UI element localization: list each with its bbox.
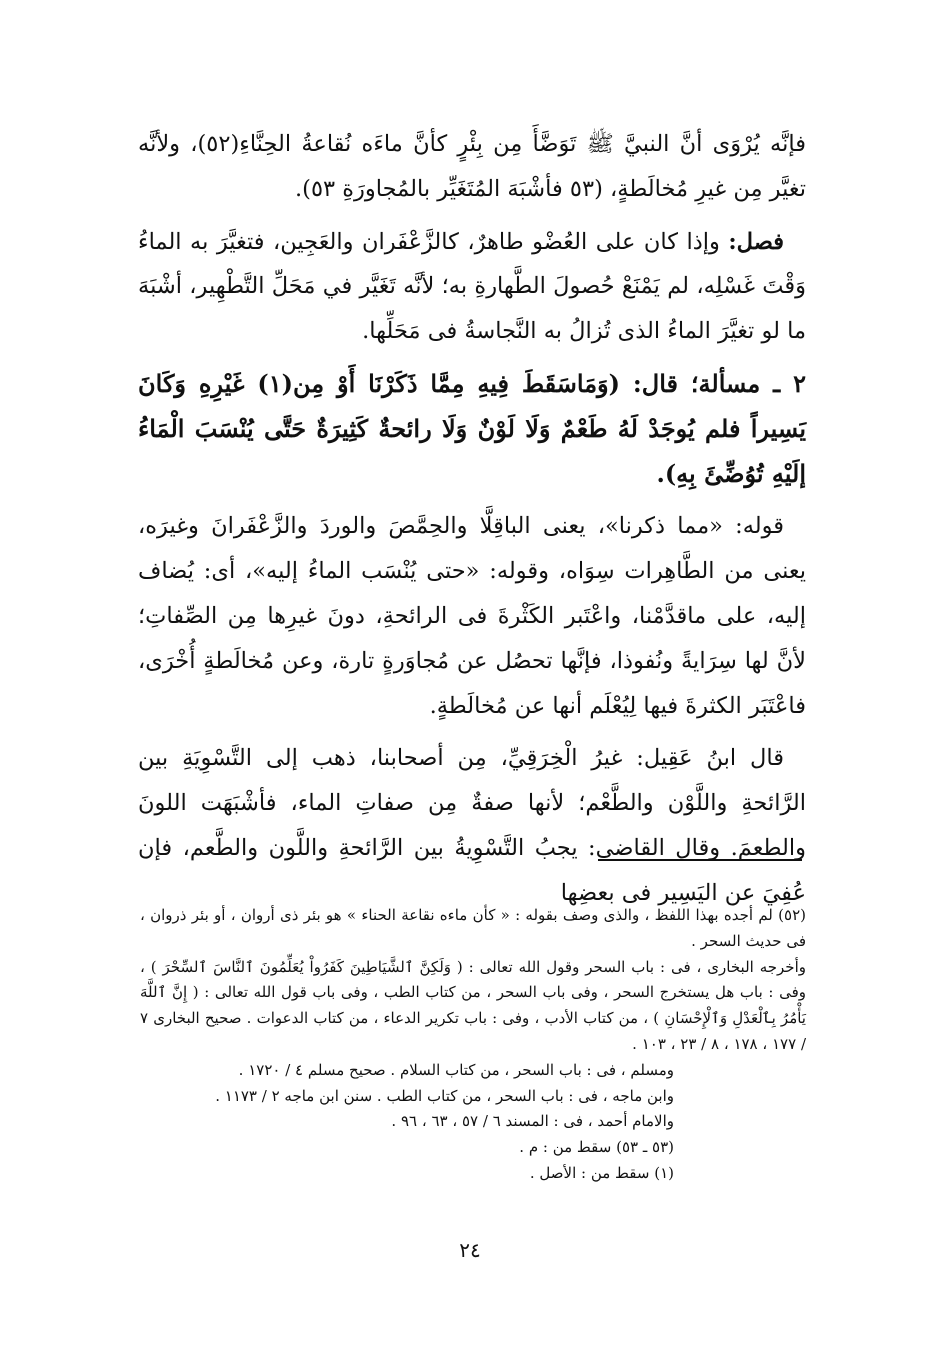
footnote-52: (٥٢) لم أجده بهذا اللفظ ، والذى وصف بقوله : « كأن ماءه نقاعة الحناء » هو بئر ذى أروان ، أو بئر ذروان ، فى حديث السحر . [140, 906, 806, 950]
page-number: ٢٤ [459, 1238, 481, 1262]
paragraph-commentary: قوله: «مما ذكرنا»، يعنى الباقِلَّا والحِمَّصَ والوردَ والزَّعْفَرانَ وغيرَه، يعنى من الطَّاهِرات سِوَاه، وقوله: «حتى يُنْسَب الماءُ إليه»، أى: يُضاف إليه، على ماقدَّمْنا، واعْتَبر الكَثْرةَ فى الرائحةِ، دونَ غيرِها مِن الصِّفاتِ؛ لأنَّ لها سِرَايةً ونُفوذا، فإنَّها تحصُل عن مُجاوَرةٍ تارة، وعن مُخالَطةٍ أُخْرَى، فاعْتَبَر الكثرةَ فيها لِيُعْلَم أنها عن مُخالَطةٍ. [138, 513, 806, 719]
footnote-52-bukhari: وأخرجه البخارى ، فى : باب السحر وقول الله تعالى : ( وَلَكِنَّ ٱلشَّيَاطِينَ كَفَرُواْ يُعَلِّمُونَ ٱلنَّاسَ ٱلسِّحْرَ ) ، وفى : باب هل يستخرج السحر ، وفى باب السحر ، من كتاب الطب ، وفى باب قول الله تعالى : ( إِنَّ ٱللَّهَ يَأْمُرُ بِٱلْعَدْلِ وَٱلْإِحْسَانِ ) ، من كتاب الأدب ، وفى : باب تكرير الدعاء ، من كتاب الدعوات . صحيح البخارى ٧ / ١٧٧ ، ١٧٨ ، ٨ / ٢٣ ، ١٠٣ . [140, 957, 806, 1053]
footnote-52-ahmad: والامام أحمد ، فى : المسند ٦ / ٥٧ ، ٦٣ ، ٩٦ . [391, 1112, 674, 1131]
masala-statement: ٢ ـ مسألة؛ قال: (وَمَاسَقَطَ فِيهِ مِمَّا ذَكَرْنَا أَوْ مِن(١) غَيْرِهِ وَكَانَ يَسِيراً فلم يُوجَدْ لَهُ طَعْمٌ وَلَا لَوْنٌ وَلَا رائحةٌ كَثِيرَةٌ حَتَّى يُنْسَبَ الْمَاءُ إلَيْهِ تُوُضِّئَ بِهِ). [138, 368, 806, 488]
footnote-separator [598, 859, 802, 861]
fasl-text: وإذا كان على العُضْو طاهرٌ، كالزَّعْفَران والعَجِين، فتغيَّرَ به الماءُ وَقْتَ غَسْلِه، لم يَمْنَعْ حُصولَ الطَّهارةِ به؛ لأنَّه تَغَيَّر في مَحَلِّ التَّطْهِير، أشْبَهَ ما لو تغيَّرَ الماءُ الذى تُزالُ به النَّجاسةُ فى مَحَلِّها. [138, 228, 806, 345]
fasl-heading: فصل: [728, 228, 784, 255]
paragraph-ibn-aqil: قال ابنُ عَقِيل: غيرُ الْخِرَقِيِّ، مِن أصحابنا، ذهب إلى التَّسْوِيَةِ بين الرَّائحةِ واللَّوْن والطَّعْم؛ لأنها صفةٌ مِن صفاتِ الماء، فأشْبَهَت اللونَ والطعمَ. وقال القاضى: يجبُ التَّسْوِيةُ بين الرَّائحةِ واللَّون والطَّعم، فإن عُفِيَ عن اليَسِير فى بعضِها [138, 745, 806, 906]
footnote-52-ibn-majah: وابن ماجه ، فى : باب السحر ، من كتاب الطب . سنن ابن ماجه ٢ / ١١٧٣ . [215, 1086, 674, 1105]
main-text-body [138, 122, 806, 924]
paragraph-hadith: فإنَّه يُرْوَى أنَّ النبيَّ ﷺ تَوَضَّأَ مِن بِئْرٍ كأنَّ ماءَه نُقاعةُ الحِنَّاءِ(٥٢)، ولأنَّه تغيَّر مِن غيرِ مُخالَطةٍ، (٥٣ فأشْبَهَ المُتَغَيِّر بالمُجاورَةِ ٥٣). [138, 131, 806, 202]
paragraph-fasl [138, 220, 806, 354]
footnote-52-muslim: ومسلم ، فى : باب السحر ، من كتاب السلام . صحيح مسلم ٤ / ١٧٢٠ . [238, 1060, 674, 1079]
footnotes [140, 903, 806, 1187]
footnote-53: (٥٣ ـ ٥٣) سقط من : م . [519, 1138, 674, 1157]
footnote-1: (١) سقط من : الأصل . [529, 1163, 674, 1182]
